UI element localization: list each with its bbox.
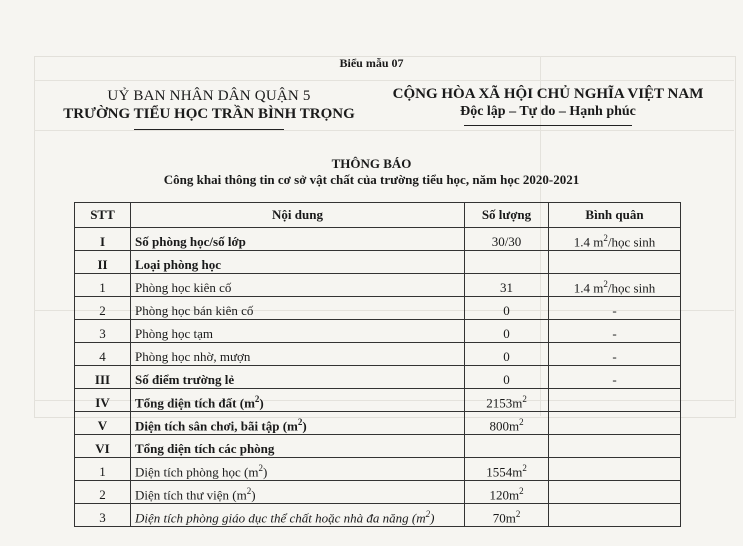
table-row xyxy=(75,343,681,366)
table-header-row xyxy=(75,203,681,228)
row-quantity-unit-exponent: 2 xyxy=(519,485,524,496)
row-content-text: Diện tích sân chơi, bãi tập (m xyxy=(135,418,298,433)
row-content-text: Phòng học bán kiên cố xyxy=(135,303,254,318)
issuer-school: TRƯỜNG TIỂU HỌC TRẦN BÌNH TRỌNG xyxy=(63,106,355,122)
row-average xyxy=(549,251,681,274)
table-row xyxy=(75,504,681,527)
row-quantity-unit-exponent: 2 xyxy=(519,416,524,427)
row-content-text: Số điểm trường lẻ xyxy=(135,372,235,387)
form-number: Biểu mẫu 07 xyxy=(339,56,404,70)
row-content xyxy=(131,366,465,389)
row-content-text: Diện tích phòng học (m xyxy=(135,464,259,479)
document-title: THÔNG BÁO xyxy=(331,156,412,171)
issuer-underline xyxy=(134,129,284,130)
row-average xyxy=(549,389,681,412)
col-content: Nội dung xyxy=(131,203,465,228)
row-content-text: Diện tích phòng giáo dục thể chất hoặc nhà đa năng (m xyxy=(135,510,426,525)
row-quantity-unit-exponent: 2 xyxy=(522,393,527,404)
row-quantity-value: 31 xyxy=(500,280,513,295)
row-average xyxy=(549,481,681,504)
row-average-value: 1.4 m xyxy=(573,280,604,295)
row-quantity xyxy=(465,412,549,435)
row-content-unit-exponent: 2 xyxy=(425,508,431,519)
row-average xyxy=(549,435,681,458)
country-name: CỘNG HÒA XÃ HỘI CHỦ NGHĨA VIỆT NAM xyxy=(392,86,704,102)
row-content-text: Tổng diện tích đất (m xyxy=(135,395,255,410)
row-content xyxy=(131,343,465,366)
row-average-unit: /học sinh xyxy=(607,280,656,295)
row-content xyxy=(131,504,465,527)
row-content-unit-exponent: 2 xyxy=(297,416,303,427)
row-average xyxy=(549,297,681,320)
row-average-value: - xyxy=(612,303,617,318)
row-quantity xyxy=(465,389,549,412)
bleed-through-line xyxy=(34,80,734,81)
table-row xyxy=(75,366,681,389)
table-row xyxy=(75,251,681,274)
row-quantity xyxy=(465,504,549,527)
row-stt: I xyxy=(75,228,131,251)
row-average xyxy=(549,228,681,251)
row-stt: II xyxy=(75,251,131,274)
row-stt: III xyxy=(75,366,131,389)
row-quantity-value: 120m xyxy=(489,487,520,502)
table-row xyxy=(75,458,681,481)
motto: Độc lập – Tự do – Hạnh phúc xyxy=(460,104,636,119)
issuer-block xyxy=(44,88,374,130)
row-content-text: Loại phòng học xyxy=(135,257,221,272)
row-stt: 2 xyxy=(75,297,131,320)
row-content-text: Tổng diện tích các phòng xyxy=(135,441,275,456)
row-content-text: Diện tích thư viện (m xyxy=(135,487,247,502)
table-row xyxy=(75,274,681,297)
row-average xyxy=(549,504,681,527)
bleed-through-line xyxy=(34,130,734,131)
table-row xyxy=(75,228,681,251)
row-quantity-value: 800m xyxy=(489,418,520,433)
row-quantity xyxy=(465,435,549,458)
row-content-unit-exponent: 2 xyxy=(254,393,260,404)
row-average-value: - xyxy=(612,372,617,387)
row-quantity xyxy=(465,320,549,343)
row-average xyxy=(549,320,681,343)
row-content xyxy=(131,297,465,320)
row-content-text: Số phòng học/số lớp xyxy=(135,234,246,249)
table-row xyxy=(75,412,681,435)
facilities-table xyxy=(74,202,681,527)
row-content-suffix: ) xyxy=(259,395,264,410)
issuer-authority: UỶ BAN NHÂN DÂN QUẬN 5 xyxy=(107,88,311,104)
row-content-unit-exponent: 2 xyxy=(258,462,263,473)
row-quantity-unit-exponent: 2 xyxy=(522,462,527,473)
row-content xyxy=(131,274,465,297)
row-content-suffix: ) xyxy=(251,487,256,502)
national-motto-block xyxy=(378,86,718,126)
row-quantity-unit-exponent: 2 xyxy=(515,508,521,519)
row-stt: V xyxy=(75,412,131,435)
row-quantity-value: 0 xyxy=(503,372,510,387)
row-quantity xyxy=(465,481,549,504)
row-content xyxy=(131,389,465,412)
row-content xyxy=(131,481,465,504)
row-quantity-value: 70m xyxy=(492,510,516,525)
table-row xyxy=(75,435,681,458)
row-quantity-value: 0 xyxy=(503,326,510,341)
row-content xyxy=(131,228,465,251)
motto-underline xyxy=(464,125,632,126)
row-stt: 2 xyxy=(75,481,131,504)
row-quantity-value: 0 xyxy=(503,349,510,364)
row-average-value: 1.4 m xyxy=(573,234,604,249)
row-quantity-value: 30/30 xyxy=(491,234,522,249)
row-quantity xyxy=(465,251,549,274)
row-average-unit-exponent: 2 xyxy=(603,232,608,243)
table-row xyxy=(75,389,681,412)
row-quantity-value: 1554m xyxy=(486,464,523,479)
row-stt: 3 xyxy=(75,504,131,527)
col-quantity: Số lượng xyxy=(465,203,549,228)
col-average: Bình quân xyxy=(549,203,681,228)
row-quantity xyxy=(465,366,549,389)
row-quantity xyxy=(465,228,549,251)
row-content xyxy=(131,458,465,481)
row-average xyxy=(549,343,681,366)
row-average-unit-exponent: 2 xyxy=(603,278,608,289)
row-content xyxy=(131,320,465,343)
row-quantity xyxy=(465,297,549,320)
row-content xyxy=(131,412,465,435)
row-content-suffix: ) xyxy=(262,464,268,479)
row-quantity-value: 2153m xyxy=(486,395,523,410)
row-content-text: Phòng học nhờ, mượn xyxy=(135,349,251,364)
row-content-text: Phòng học tạm xyxy=(135,326,213,341)
row-quantity-value: 0 xyxy=(503,303,510,318)
row-average-unit: /học sinh xyxy=(607,234,656,249)
row-stt: 4 xyxy=(75,343,131,366)
row-quantity xyxy=(465,343,549,366)
row-stt: 1 xyxy=(75,458,131,481)
row-content-unit-exponent: 2 xyxy=(246,485,252,496)
row-average xyxy=(549,274,681,297)
row-stt: 1 xyxy=(75,274,131,297)
col-stt: STT xyxy=(75,203,131,228)
row-quantity xyxy=(465,274,549,297)
row-average xyxy=(549,366,681,389)
row-stt: 3 xyxy=(75,320,131,343)
document-subtitle: Công khai thông tin cơ sở vật chất của trường tiểu học, năm học 2020-2021 xyxy=(163,172,580,187)
row-content-suffix: ) xyxy=(430,510,435,525)
row-content-text: Phòng học kiên cố xyxy=(135,280,232,295)
row-content xyxy=(131,435,465,458)
row-quantity xyxy=(465,458,549,481)
row-content-suffix: ) xyxy=(302,418,307,433)
row-average xyxy=(549,412,681,435)
row-stt: IV xyxy=(75,389,131,412)
row-content xyxy=(131,251,465,274)
row-stt: VI xyxy=(75,435,131,458)
row-average-value: - xyxy=(612,326,617,341)
table-row xyxy=(75,320,681,343)
table-row xyxy=(75,481,681,504)
row-average xyxy=(549,458,681,481)
row-average-value: - xyxy=(612,349,617,364)
table-row xyxy=(75,297,681,320)
